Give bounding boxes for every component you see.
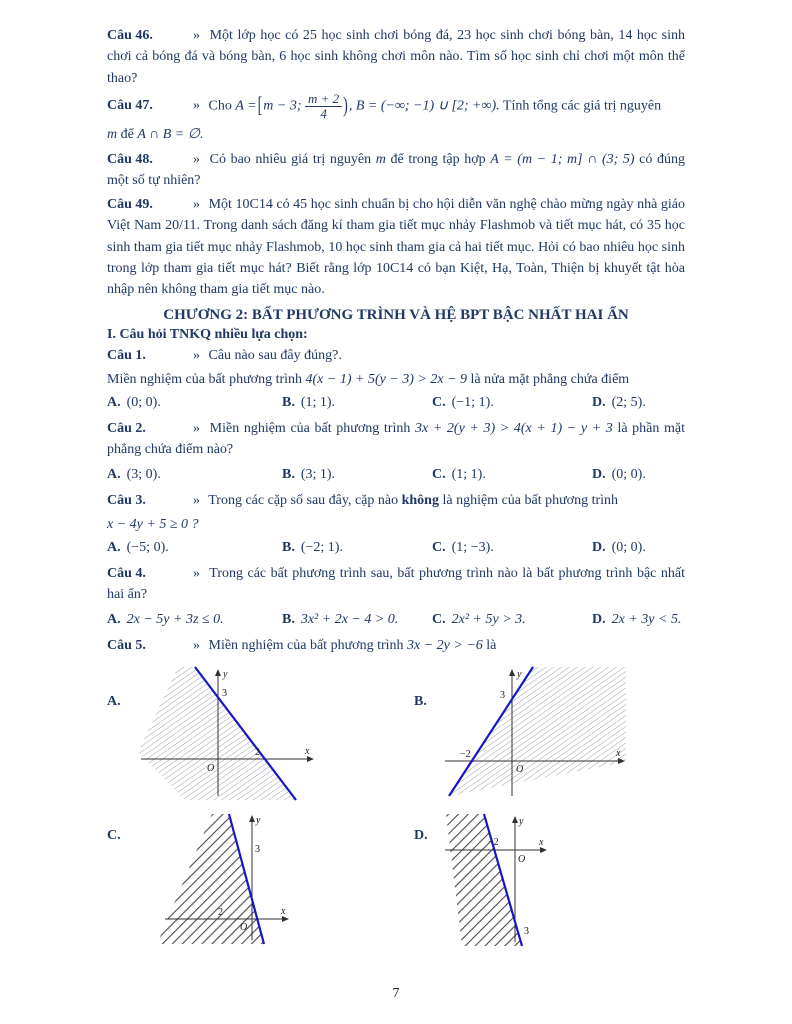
option-c [432,537,592,558]
chevron-marker-icon: » [193,347,200,363]
fraction [305,92,342,122]
option-c-value: (1; −3). [451,540,494,556]
axis-y-label: y [519,815,524,827]
math-inner: m − 3; [263,98,302,114]
origin-label: O [516,763,524,775]
figure-c-label: C. [107,827,121,843]
option-a-value: (0; 0). [126,395,161,411]
question-2-options [107,464,685,485]
question-47-lead: Cho [208,98,232,114]
question-47-label: Câu 47. [107,98,153,114]
math-set-a: A = [235,98,257,114]
y-tick-label: 3 [500,689,505,701]
option-c-value: (1; 1). [451,466,486,482]
figure-row-1 [107,664,685,804]
axis-y-label: y [223,668,228,680]
question-4-options [107,609,685,630]
question-49-label: Câu 49. [107,197,153,213]
option-b [282,464,432,485]
question-48-text-2: để trong tập hợp [390,151,486,167]
question-48-text-1: Có bao nhiêu giá trị nguyên [209,151,372,167]
question-5 [107,635,685,656]
question-3-text-2: là nghiệm của bất phương trình [442,492,619,508]
option-c-value: (−1; 1). [451,395,494,411]
origin-label: O [240,921,248,933]
option-a-value: 2x − 5y + 3z ≤ 0. [126,611,224,627]
shaded-region [138,667,296,800]
question-48 [107,149,685,192]
figure-b-label: B. [414,693,427,709]
chevron-marker-icon: » [193,637,200,653]
y-tick-label: 3 [255,843,260,855]
option-b-value: (3; 1). [300,466,336,482]
question-3-bold-word: không [401,492,439,508]
option-d [592,392,685,413]
option-b-value: (1; 1). [300,395,336,411]
option-b [282,537,432,558]
option-b-letter: B. [282,395,295,411]
bracket-open: [ [257,94,263,119]
question-1-text-2: là nửa mặt phẳng chứa điểm [470,371,630,387]
y-tick-label: 3 [524,925,529,937]
option-d-letter: D. [592,611,606,627]
question-3-label: Câu 3. [107,492,146,508]
figure-d-label: D. [414,827,428,843]
math-set-expression: A = (m − 1; m] ∩ (3; 5) [490,151,635,167]
x-tick-label: 2 [218,906,223,918]
axis-x-label: x [305,745,310,757]
question-1-text-1: Miền nghiệm của bất phương trình [107,371,303,387]
figure-c [107,812,378,952]
question-46 [107,25,685,89]
chevron-marker-icon: » [193,492,200,508]
question-4-text: Trong các bất phương trình sau, bất phương trình nào là bất phương trình bậc nhất hai ẩn? [107,566,685,603]
origin-label: O [518,853,526,865]
question-2-label: Câu 2. [107,421,146,437]
question-3 [107,490,685,511]
axis-y-label: y [256,814,261,826]
question-5-text-2: là [486,637,497,653]
option-d-value: (0; 0). [611,540,646,556]
question-47-tail: Tính tổng các giá trị nguyên [502,98,662,114]
graph-a [133,664,323,804]
math-m: m [375,151,386,167]
axis-x-label: x [616,747,621,759]
question-47-line2-text: để [120,127,134,143]
option-b-letter: B. [282,611,295,627]
shaded-region [446,814,522,946]
question-5-label: Câu 5. [107,637,146,653]
x-tick-label: −2 [488,836,499,848]
option-c [432,392,592,413]
question-47 [107,92,685,122]
question-47-line2 [107,124,685,145]
shaded-region [157,814,264,944]
question-1 [107,345,685,366]
option-a [107,609,282,630]
option-a-letter: A. [107,540,121,556]
question-46-label: Câu 46. [107,28,153,43]
option-b-letter: B. [282,466,295,482]
question-2 [107,418,685,461]
math-inequality: 3x − 2y > −6 [407,637,483,653]
question-46-text: Một lớp học có 25 học sinh chơi bóng đá, 23 học sinh chơi bóng bàn, 14 học sinh chơi cả bóng đá và bóng bàn, 6 học sinh không chơi môn nào. Tìm số học sinh chỉ chơi một môn thể thao? [107,28,686,86]
option-a [107,537,282,558]
math-set-b: , B = (−∞; −1) ∪ [2; +∞). [348,98,500,114]
figure-b [378,664,685,804]
graph-c [155,812,295,947]
axis-x-label: x [281,905,286,917]
math-intersection: A ∩ B = ∅. [137,127,204,143]
axis-y-label: y [517,668,522,680]
section-heading: I. Câu hỏi TNKQ nhiều lựa chọn: [107,326,308,342]
option-b [282,392,432,413]
question-49-text: Một 10C14 có 45 học sinh chuẩn bị cho hội diễn văn nghệ chào mừng ngày nhà giáo Việt Nam 20/11. Trong danh sách đăng kí tham gia tiết mục nhảy Flashmob và tiết mục hát, có 35 học sinh tham gia tiết mục nhảy Flashmob, 10 học sinh tham gia cả hai tiết mục. Hỏi có bao nhiêu học sinh trong lớp tham gia tiết mục hát? Biết rằng lớp 10C14 có bạn Kiệt, Hạ, Toàn, Thiện bị khuyết tật hòa nhập nên không tham gia tiết mục nào. [107,197,686,298]
chapter-title: CHƯƠNG 2: BẤT PHƯƠNG TRÌNH VÀ HỆ BPT BẬC NHẤT HAI ẨN [163,306,629,323]
option-a-value: (−5; 0). [126,540,169,556]
option-c [432,464,592,485]
option-d-value: 2x + 3y < 5. [611,611,682,627]
option-b-value: (−2; 1). [300,540,343,556]
fraction-denominator: 4 [320,106,327,122]
option-a-value: (3; 0). [126,466,161,482]
x-tick-label: 2 [255,746,260,758]
option-d-letter: D. [592,466,606,482]
chevron-marker-icon: » [193,28,200,43]
figure-a-label: A. [107,693,121,709]
fraction-numerator: m + 2 [305,92,342,107]
option-b-value: 3x² + 2x − 4 > 0. [300,611,399,627]
option-c-value: 2x² + 5y > 3. [451,611,526,627]
chevron-marker-icon: » [193,566,200,582]
question-48-label: Câu 48. [107,151,153,167]
question-48-text-3: có đúng một số tự nhiên? [107,151,686,188]
shaded-region [449,667,626,796]
axis-x-label: x [539,836,544,848]
option-c-letter: C. [432,540,446,556]
option-d [592,537,685,558]
option-a-letter: A. [107,611,121,627]
graph-d [440,812,555,952]
chevron-marker-icon: » [193,98,200,114]
option-b [282,609,432,630]
option-c-letter: C. [432,466,446,482]
question-1-options [107,392,685,413]
option-d [592,464,685,485]
question-3-math-line [107,514,685,535]
option-b-letter: B. [282,540,295,556]
option-d [592,609,685,630]
math-inequality: 4(x − 1) + 5(y − 3) > 2x − 9 [305,371,468,387]
figure-a [107,664,378,804]
graph-b [440,664,635,804]
math-m: m [107,127,118,143]
chevron-marker-icon: » [193,197,200,213]
option-c [432,609,592,630]
math-inequality: x − 4y + 5 ≥ 0 ? [107,516,199,532]
x-tick-label: −2 [460,748,471,760]
figure-d [378,812,685,952]
origin-label: O [207,762,215,774]
question-2-text-1: Miền nghiệm của bất phương trình [209,421,411,437]
option-a-letter: A. [107,395,121,411]
option-a [107,392,282,413]
bracket-close: ) [343,94,348,119]
chevron-marker-icon: » [193,151,200,167]
document-page [107,0,685,952]
figure-row-2 [107,812,685,952]
question-2-text-2: là phần mặt phẳng chứa điểm nào? [107,421,686,458]
math-inequality: 3x + 2(y + 3) > 4(x + 1) − y + 3 [414,421,613,437]
question-4-label: Câu 4. [107,566,146,582]
option-d-value: (2; 5). [611,395,646,411]
option-a [107,464,282,485]
question-3-options [107,537,685,558]
option-c-letter: C. [432,395,446,411]
option-c-letter: C. [432,611,446,627]
option-a-letter: A. [107,466,121,482]
chevron-marker-icon: » [193,421,200,437]
question-5-text-1: Miền nghiệm của bất phương trình [208,637,404,653]
question-3-text-1: Trong các cặp số sau đây, cặp nào [208,492,399,508]
question-1-label: Câu 1. [107,347,146,363]
page-number: 7 [392,986,400,1001]
option-d-letter: D. [592,395,606,411]
y-tick-label: 3 [222,687,227,699]
question-49 [107,194,685,300]
option-d-value: (0; 0). [611,466,646,482]
question-1-body [107,369,685,390]
option-d-letter: D. [592,540,606,556]
question-1-intro: Câu nào sau đây đúng?. [208,347,342,363]
question-4 [107,563,685,606]
